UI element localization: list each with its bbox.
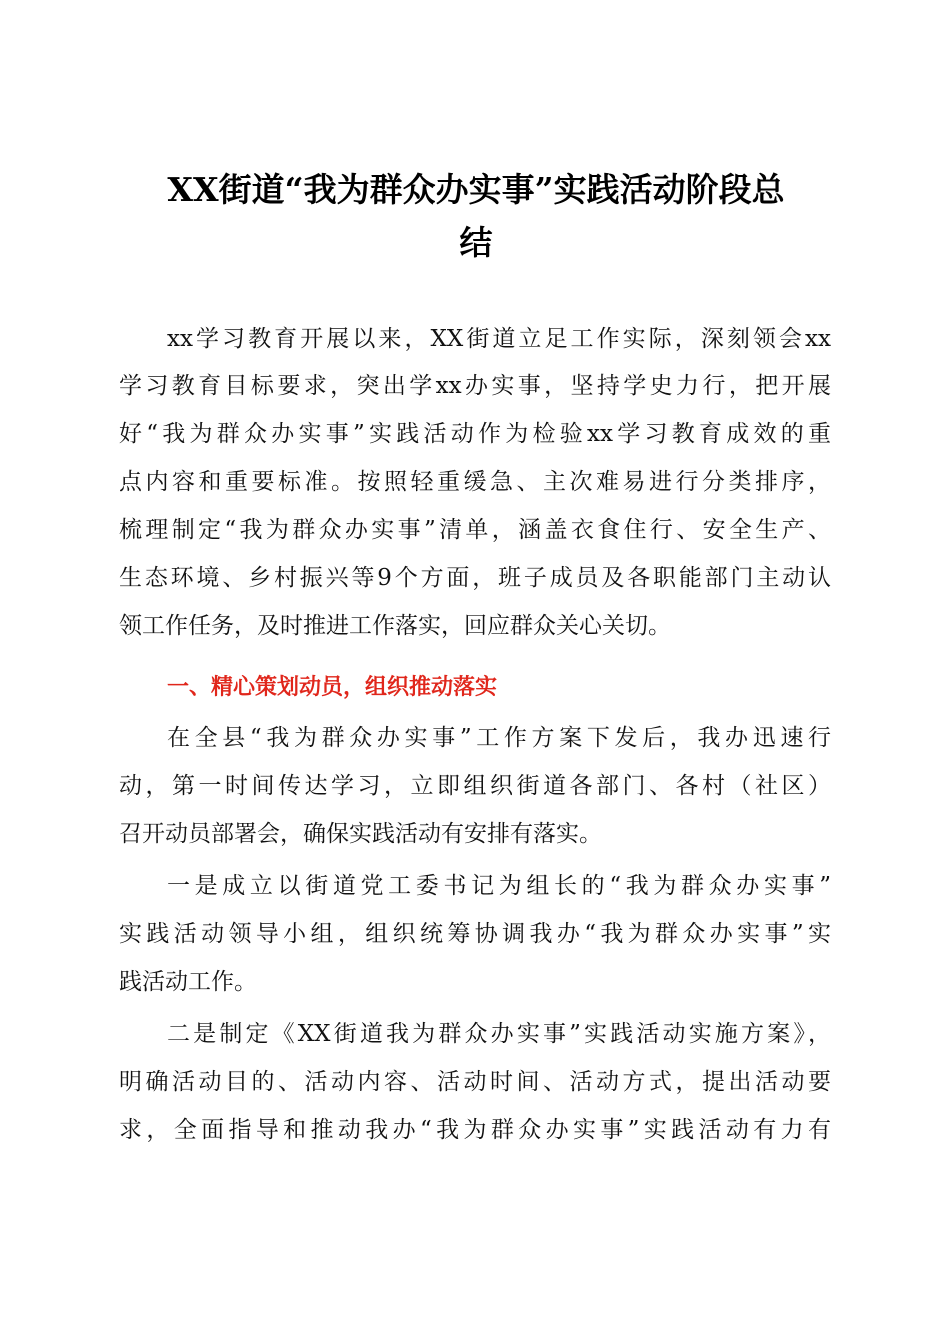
paragraph-1-line-5: 梳理制定“我为群众办实事”清单，涵盖衣食住行、安全生产、 [119,517,831,543]
paragraph-3-line-1: 一是成立以街道党工委书记为组长的“我为群众办实事” [167,873,831,899]
paragraph-3-line-2: 实践活动领导小组，组织统筹协调我办“我为群众办实事”实 [119,921,831,947]
paragraph-1-line-4: 点内容和重要标准。按照轻重缓急、主次难易进行分类排序， [119,469,831,495]
paragraph-4-line-3: 求，全面指导和推动我办“我为群众办实事”实践活动有力有 [119,1117,831,1143]
paragraph-2-line-1: 在全县“我为群众办实事”工作方案下发后，我办迅速行 [167,725,831,751]
paragraph-1-line-6: 生态环境、乡村振兴等9个方面，班子成员及各职能部门主动认 [119,565,831,591]
paragraph-4-line-2: 明确活动目的、活动内容、活动时间、活动方式，提出活动要 [119,1069,831,1095]
paragraph-2-line-3: 召开动员部署会，确保实践活动有安排有落实。 [119,821,602,847]
paragraph-2-line-2: 动，第一时间传达学习，立即组织街道各部门、各村（社区） [119,773,831,799]
paragraph-4-line-1: 二是制定《XX街道我为群众办实事”实践活动实施方案》， [167,1021,831,1047]
paragraph-3-line-3: 践活动工作。 [119,969,257,995]
paragraph-1-line-1: xx学习教育开展以来，XX街道立足工作实际，深刻领会xx [167,326,831,352]
paragraph-1-line-7: 领工作任务，及时推进工作落实，回应群众关心关切。 [119,613,671,639]
paragraph-1-line-3: 好“我为群众办实事”实践活动作为检验xx学习教育成效的重 [119,421,831,447]
document-title-line-2: 结 [459,223,493,262]
section-heading-1: 一、精心策划动员，组织推动落实 [167,675,498,700]
paragraph-1-line-2: 学习教育目标要求，突出学xx办实事，坚持学史力行，把开展 [119,373,831,399]
document-title-line-1: XX街道“我为群众办实事”实践活动阶段总 [167,170,785,209]
